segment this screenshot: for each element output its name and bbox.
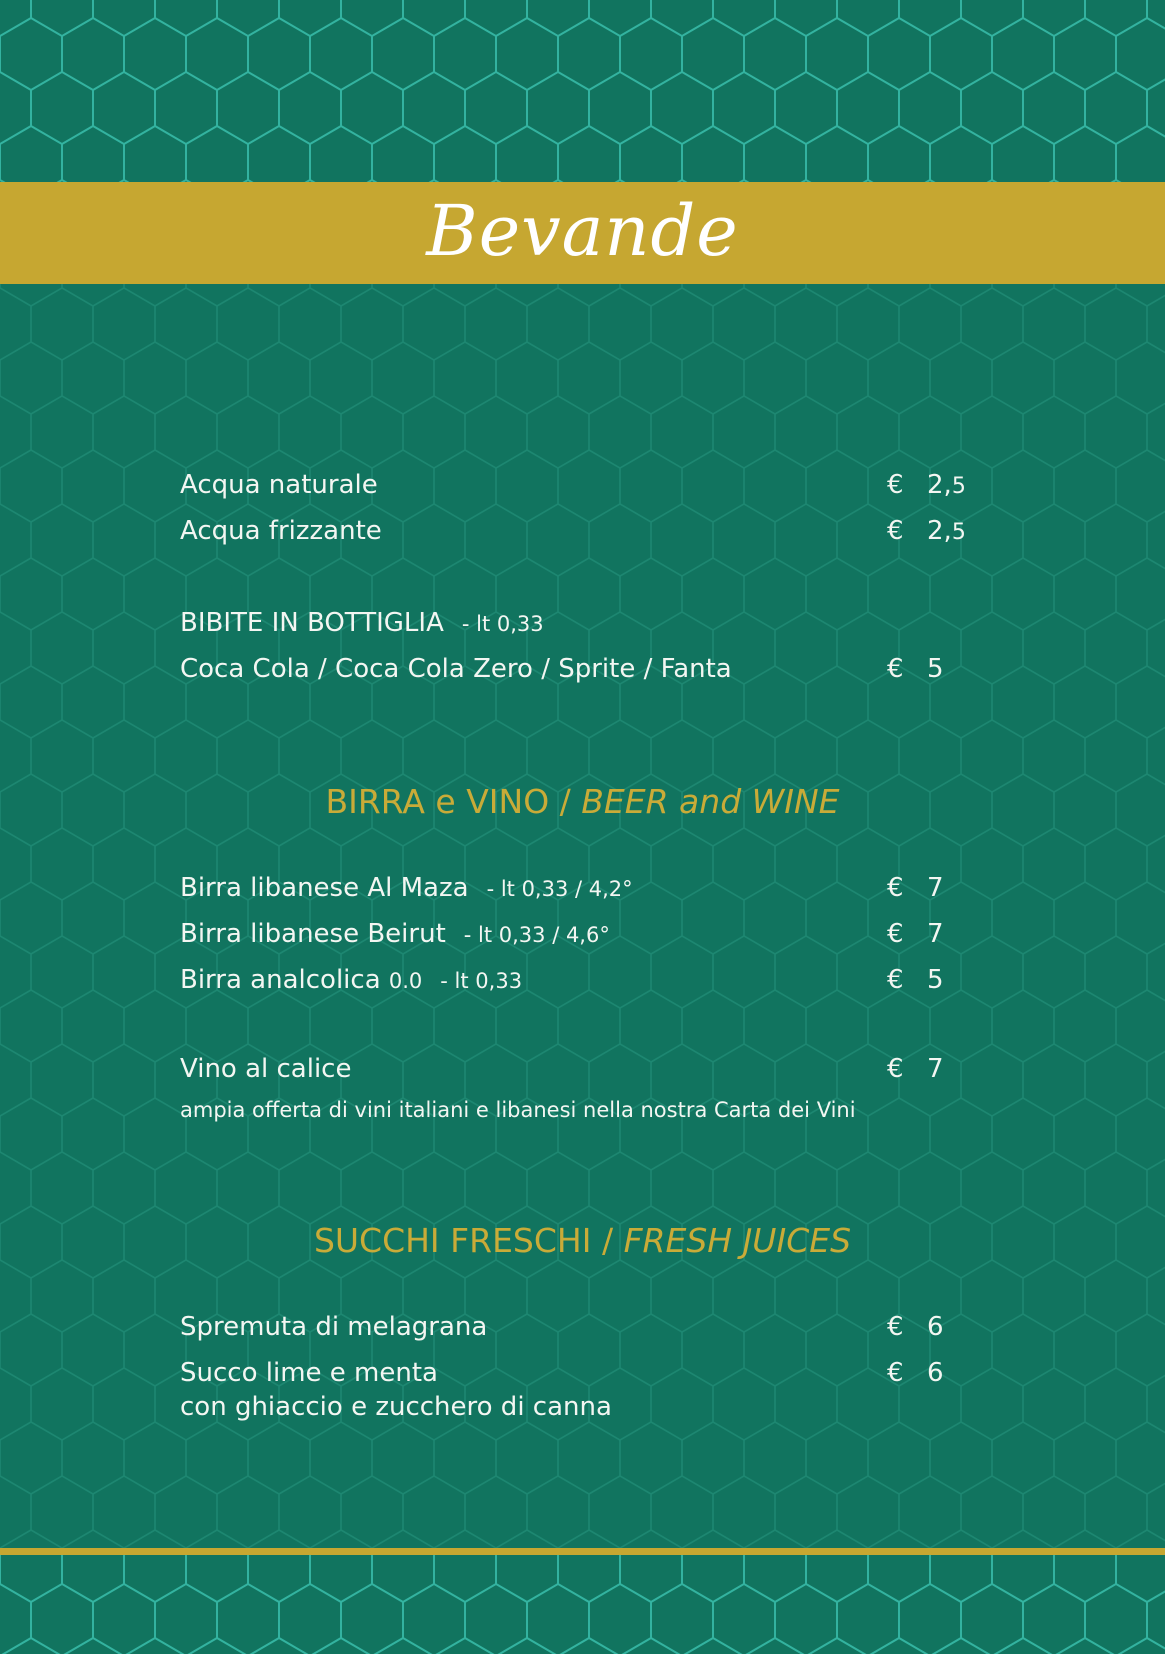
- item-note: - lt 0,33 / 4,2°: [486, 877, 633, 901]
- item-price: [887, 1357, 944, 1389]
- currency-symbol: €: [887, 1312, 904, 1342]
- section-title-it: SUCCHI FRESCHI /: [313, 1221, 624, 1260]
- section-title-en: FRESH JUICES: [623, 1221, 852, 1260]
- currency-symbol: €: [887, 470, 904, 500]
- currency-symbol: €: [887, 919, 904, 949]
- price-value: 6: [927, 1312, 944, 1342]
- menu-item-birra-al-maza: [180, 872, 633, 905]
- price-value: 7: [927, 919, 944, 949]
- menu-item-acqua-naturale: [180, 469, 378, 501]
- item-price: [887, 964, 944, 996]
- item-price: [887, 918, 944, 950]
- bottled-volume-note: - lt 0,33: [461, 612, 544, 636]
- menu-item-acqua-frizzante: [180, 515, 382, 547]
- section-title-beer-wine: [0, 782, 1165, 822]
- item-note: - lt 0,33: [440, 969, 523, 993]
- item-note: - lt 0,33 / 4,6°: [463, 923, 610, 947]
- item-name: Succo lime e menta: [180, 1358, 438, 1388]
- wine-description: ampia offerta di vini italiani e libanesi nella nostra Carta dei Vini: [180, 1098, 856, 1122]
- price-value: 5: [927, 965, 944, 995]
- currency-symbol: €: [887, 965, 904, 995]
- section-title-it: BIRRA e VINO /: [325, 782, 582, 821]
- item-name: Coca Cola / Coca Cola Zero / Sprite / Fanta: [180, 654, 732, 684]
- section-title-en: BEER and WINE: [581, 782, 840, 821]
- section-title-fresh-juices: [0, 1221, 1165, 1261]
- item-name: Acqua frizzante: [180, 516, 382, 546]
- menu-item-vino-al-calice: [180, 1053, 351, 1085]
- item-price: [887, 515, 966, 549]
- currency-symbol: €: [887, 516, 904, 546]
- item-price: [887, 1311, 944, 1343]
- currency-symbol: €: [887, 1358, 904, 1388]
- price-value: 7: [927, 1054, 944, 1084]
- item-name: Vino al calice: [180, 1054, 352, 1084]
- item-name: Spremuta di melagrana: [180, 1312, 488, 1342]
- bottled-heading-text: BIBITE IN BOTTIGLIA: [180, 608, 444, 638]
- item-price: [887, 872, 944, 904]
- menu-item-birra-analcolica: [180, 964, 522, 997]
- item-name: Acqua naturale: [180, 470, 378, 500]
- price-value: 6: [927, 1358, 944, 1388]
- item-name-small: 0.0: [388, 969, 423, 993]
- page-title: Bevande: [426, 190, 739, 272]
- juice-description: con ghiaccio e zucchero di canna: [180, 1392, 612, 1422]
- price-dec: 5: [951, 474, 966, 499]
- item-name: Birra libanese Al Maza: [180, 873, 469, 903]
- menu-item-spremuta-melagrana: [180, 1311, 487, 1343]
- currency-symbol: €: [887, 654, 904, 684]
- price-value: 5: [927, 654, 944, 684]
- item-name: Birra analcolica: [180, 965, 389, 995]
- price-value: 7: [927, 873, 944, 903]
- item-price: [887, 469, 966, 503]
- price-dec: 5: [951, 520, 966, 545]
- item-price: [887, 653, 944, 685]
- currency-symbol: €: [887, 873, 904, 903]
- item-price: [887, 1053, 944, 1085]
- price-int: 2,: [927, 470, 952, 500]
- item-name: Birra libanese Beirut: [180, 919, 446, 949]
- currency-symbol: €: [887, 1054, 904, 1084]
- menu-item-soft-drinks: [180, 653, 732, 685]
- menu-item-birra-beirut: [180, 918, 610, 951]
- price-int: 2,: [927, 516, 952, 546]
- menu-item-succo-lime-menta: [180, 1357, 438, 1389]
- bottled-heading: [180, 607, 544, 640]
